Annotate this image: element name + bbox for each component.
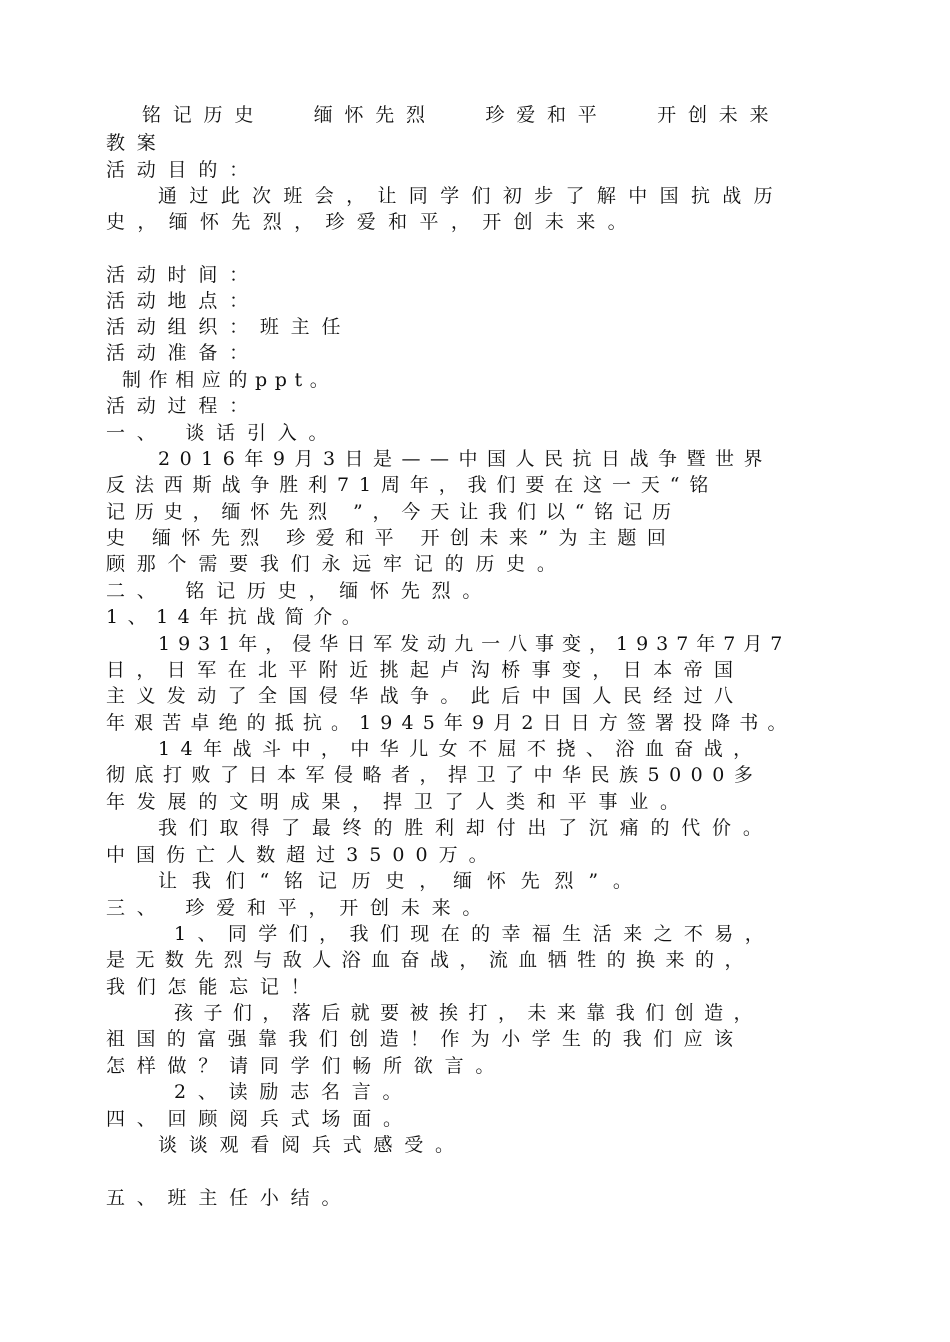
- prep-label: 活动准备：: [106, 342, 260, 364]
- time-label: 活动时间：: [106, 264, 260, 286]
- part1-line-2: 反法西斯战争胜利71周年，我们要在这一天“铭: [106, 474, 719, 496]
- part3-line-7: 2、读励志名言。: [174, 1081, 414, 1103]
- part2-line-1: 1931年，侵华日军发动九一八事变，1937年7月7: [158, 633, 791, 655]
- place-label: 活动地点：: [106, 290, 260, 312]
- part3-line-4: 孩子们，落后就要被挨打，未来靠我们创造，: [174, 1002, 764, 1024]
- part2-sub1: 1、14年抗战简介。: [106, 606, 371, 628]
- part4-heading: 四、回顾阅兵式场面。: [106, 1108, 414, 1130]
- part3-line-5: 祖国的富强靠我们创造！作为小学生的我们应该: [106, 1028, 745, 1050]
- part3-line-1: 1、同学们，我们现在的幸福生活来之不易，: [174, 923, 776, 945]
- part1-line-4: 史 缅怀先烈 珍爱和平 开创未来”为主题回: [106, 527, 677, 549]
- process-heading: 活动过程：: [106, 395, 260, 417]
- part1-line-5: 顾那个需要我们永远牢记的历史。: [106, 553, 568, 575]
- part5-heading: 五、班主任小结。: [106, 1187, 353, 1209]
- part2-line-4: 年艰苦卓绝的抵抗。1945年9月2日日方签署投降书。: [106, 712, 796, 734]
- part3-line-6: 怎样做？请同学们畅所欲言。: [106, 1055, 507, 1077]
- part3-line-2: 是无数先烈与敌人浴血奋战，流血牺牲的换来的，: [106, 949, 754, 971]
- part2-line-9: 中国伤亡人数超过3500万。: [106, 844, 499, 866]
- part1-heading: 一、 谈话引入。: [106, 422, 340, 444]
- part2-line-7: 年发展的文明成果，捍卫了人类和平事业。: [106, 791, 691, 813]
- title-line-1: 铭记历史 缅怀先烈 珍爱和平 开创未来: [142, 104, 781, 126]
- part2-heading: 二、 铭记历史，缅怀先烈。: [106, 580, 494, 602]
- part1-line-1: 2016年9月3日是——中国人民抗日战争暨世界: [158, 448, 773, 470]
- part2-line-2: 日，日军在北平附近挑起卢沟桥事变，日本帝国: [106, 659, 745, 681]
- part2-line-8: 我们取得了最终的胜利却付出了沉痛的代价。: [158, 817, 774, 839]
- part2-line-10: 让我们“铭记历史，缅怀先烈”。: [158, 870, 647, 892]
- goal-paragraph-line-1: 通过此次班会，让同学们初步了解中国抗战历: [158, 185, 786, 207]
- part2-line-5: 14年战斗中，中华儿女不屈不挠、浴血奋战，: [158, 738, 763, 760]
- prep-content: 制作相应的ppt。: [122, 369, 337, 391]
- goal-paragraph-line-2: 史，缅怀先烈，珍爱和平，开创未来。: [106, 211, 639, 233]
- goal-heading: 活动目的：: [106, 159, 260, 181]
- part3-line-3: 我们怎能忘记！: [106, 976, 322, 998]
- part4-line-1: 谈谈观看阅兵式感受。: [158, 1134, 466, 1156]
- part3-heading: 三、 珍爱和平，开创未来。: [106, 897, 494, 919]
- title-line-2: 教案: [106, 132, 168, 154]
- part2-line-3: 主义发动了全国侵华战争。此后中国人民经过八: [106, 685, 745, 707]
- organizer-label: 活动组织：班主任: [106, 316, 353, 338]
- part2-line-6: 彻底打败了日本军侵略者，捍卫了中华民族5000多: [106, 764, 763, 786]
- part1-line-3: 记历史，缅怀先烈 ”，今天让我们以“铭记历: [106, 501, 681, 523]
